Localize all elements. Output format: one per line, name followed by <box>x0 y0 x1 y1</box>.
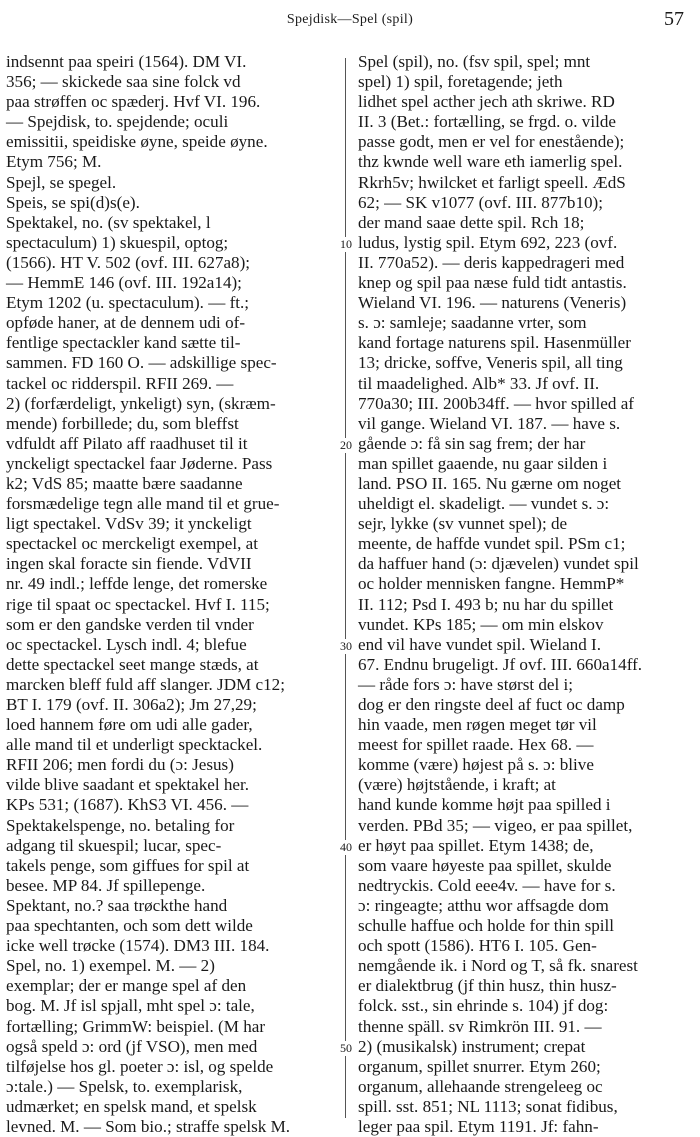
text-line: end vil have vundet spil. Wieland I. <box>358 634 602 654</box>
text-line: meente, de haffde vundet spil. PSm c1; <box>358 534 626 554</box>
text-line: fentlige spectackler kand sætte til- <box>6 333 241 353</box>
text-line: 67. Endnu brugeligt. Jf ovf. III. 660a14ff. <box>358 654 643 674</box>
right-column <box>358 52 688 1136</box>
text-line: schulle haffue och holde for thin spill <box>358 916 615 936</box>
text-line: (1566). HT V. 502 (ovf. III. 627a8); <box>6 252 251 272</box>
text-line: — råde fors ɔ: have størst del i; <box>358 674 574 694</box>
text-line: 13; dricke, soffve, Veneris spil, all ting <box>358 353 623 373</box>
line-marker: 30 <box>340 639 352 653</box>
text-line: som er den gandske verden til vnder <box>6 614 254 634</box>
column-divider <box>345 58 346 1118</box>
text-line: er dialektbrug (jf thin husz, thin husz- <box>358 976 617 996</box>
text-line: fortælling; GrimmW: beispiel. (M har <box>6 1016 266 1036</box>
text-line: land. PSO II. 165. Nu gærne om noget <box>358 473 622 493</box>
text-line: dog er den ringste deel af fuct oc damp <box>358 695 625 714</box>
text-line: folck. sst., sin ehrinde s. 104) jf dog: <box>358 996 609 1016</box>
text-line: exemplar; der er mange spel af den <box>6 976 247 996</box>
text-line: spel) 1) spil, foretagende; jeth <box>358 72 563 92</box>
page-number: 57 <box>664 8 684 30</box>
text-line: adgang til skuespil; lucar, spec- <box>6 835 222 855</box>
text-line: ɔ: ringeagte; atthu wor affsagde dom <box>358 895 609 915</box>
text-line: BT I. 179 (ovf. II. 306a2); Jm 27,29; <box>6 695 257 714</box>
text-line: 2) (forfærdeligt, ynkeligt) syn, (skræm- <box>6 393 276 413</box>
text-line: — Spejdisk, to. spejdende; oculi <box>6 112 229 132</box>
left-column <box>6 52 336 1136</box>
text-line: II. 3 (Bet.: fortælling, se frgd. o. vilde <box>358 112 616 132</box>
line-marker: 20 <box>340 438 352 452</box>
text-line: hin vaade, men røgen meget tør vil <box>358 715 597 735</box>
text-line: thz kwnde well ware eth iamerlig spel. <box>358 152 623 172</box>
text-line: ɔ:tale.) — Spelsk, to. exemplarisk, <box>6 1076 243 1096</box>
text-line: dette spectackel seet mange stæds, at <box>6 654 259 674</box>
text-line: paa strøffen oc spæderj. Hvf VI. 196. <box>6 92 261 112</box>
text-line: indsennt paa speiri (1564). DM VI. <box>6 52 247 71</box>
text-line: vdfuldt aff Pilato aff raadhuset til it <box>6 433 248 453</box>
text-line: opføde haner, at de dennem udi of- <box>6 313 246 333</box>
text-line: besee. MP 84. Jf spillepenge. <box>6 875 206 895</box>
text-line: Spektakelspenge, no. betaling for <box>6 815 235 835</box>
text-line: nedtryckis. Cold eee4v. — have for s. <box>358 875 616 895</box>
line-marker: 40 <box>340 840 352 854</box>
text-line: k2; VdS 85; maatte bære saadanne <box>6 473 243 493</box>
text-line: loed hannem føre om udi alle gader, <box>6 715 253 735</box>
text-line: mende) forbillede; du, som bleffst <box>6 413 239 433</box>
text-line: spectackel oc merckeligt exempel, at <box>6 534 259 554</box>
text-line: Spel (spil), no. (fsv spil, spel; mnt <box>358 52 591 71</box>
text-line: emissitii, speidiske øyne, speide øyne. <box>6 132 268 152</box>
line-marker: 50 <box>340 1041 352 1055</box>
text-line: oc holder mennisken fangne. HemmP* <box>358 574 625 594</box>
text-line: lidhet spel acther jech ath skriwe. RD <box>358 92 615 112</box>
text-line: ludus, lystig spil. Etym 692, 223 (ovf. <box>358 232 618 252</box>
text-line: sejr, lykke (sv vunnet spel); de <box>358 514 568 534</box>
page-header <box>0 6 700 34</box>
text-line: — HemmE 146 (ovf. III. 192a14); <box>6 273 242 293</box>
text-line: 356; — skickede saa sine folck vd <box>6 72 241 92</box>
text-line: Spektant, no.? saa trøckthe hand <box>6 895 228 915</box>
text-line: organum, allehaande strengeleeg oc <box>358 1076 603 1096</box>
text-line: hand kunde komme højt paa spilled i <box>358 795 611 815</box>
text-line: s. ɔ: samleje; saadanne vrter, som <box>358 313 587 333</box>
text-line: Spel, no. 1) exempel. M. — 2) <box>6 956 215 976</box>
text-line: Speis, se spi(d)s(e). <box>6 192 140 212</box>
text-line: spill. sst. 851; NL 1113; sonat fidibus, <box>358 1096 618 1116</box>
text-line: da haffuer hand (ɔ: djævelen) vundet spil <box>358 554 639 574</box>
text-line: marcken bleff fuld aff slanger. JDM c12; <box>6 674 285 694</box>
text-line: tilføjelse hos gl. poeter ɔ: isl, og spelde <box>6 1056 274 1076</box>
text-line: II. 770a52). — deris kappedrageri med <box>358 252 625 272</box>
text-line: passe godt, men er vel for enestående); <box>358 132 625 152</box>
text-line: bog. M. Jf isl spjall, mht spel ɔ: tale, <box>6 996 255 1016</box>
text-line: Rkrh5v; hwilcket et farligt speell. ÆdS <box>358 172 626 192</box>
text-line: meest for spillet raade. Hex 68. — <box>358 735 594 755</box>
text-line: til maadelighed. Alb* 33. Jf ovf. II. <box>358 373 600 393</box>
text-line: udmærket; en spelsk mand, et spelsk <box>6 1096 257 1116</box>
text-line: vilde blive saadant et spektakel her. <box>6 775 250 795</box>
text-line: organum, spillet snurrer. Etym 260; <box>358 1056 601 1076</box>
text-line: II. 112; Psd I. 493 b; nu har du spillet <box>358 594 614 614</box>
text-line: Etym 1202 (u. spectaculum). — ft.; <box>6 293 250 313</box>
line-marker: 10 <box>340 237 352 251</box>
text-line: och spott (1586). HT6 I. 105. Gen- <box>358 936 597 956</box>
text-line: også speld ɔ: ord (jf VSO), men med <box>6 1036 258 1056</box>
text-line: Etym 756; M. <box>6 152 102 172</box>
text-line: oc spectackel. Lysch indl. 4; blefue <box>6 634 247 654</box>
text-line: ligt spectakel. VdSv 39; it ynckeligt <box>6 514 252 534</box>
text-line: forsmædelige tegn alle mand til et grue- <box>6 494 280 514</box>
text-line: Wieland VI. 196. — naturens (Veneris) <box>358 293 627 313</box>
text-line: levned. M. — Som bio.; straffe spelsk M. <box>6 1116 291 1136</box>
text-line: alle mand til et underligt specktackel. <box>6 735 263 755</box>
text-line: nr. 49 indl.; leffde lenge, det romerske <box>6 574 268 594</box>
text-line: Spektakel, no. (sv spektakel, l <box>6 212 211 232</box>
running-title: Spejdisk—Spel (spil) <box>286 12 414 27</box>
text-line: 2) (musikalsk) instrument; crepat <box>358 1036 586 1056</box>
text-line: knep og spil paa næse fuld tidt antastis. <box>358 273 627 293</box>
text-line: gående ɔ: få sin sag frem; der har <box>358 433 586 453</box>
text-line: tackel oc ridderspil. RFII 269. — <box>6 373 234 393</box>
text-line: (være) højtstående, i kraft; at <box>358 775 556 795</box>
text-line: ynckeligt spectackel faar Jøderne. Pass <box>6 453 273 473</box>
text-line: leger paa spil. Etym 1191. Jf: fahn- <box>358 1116 599 1136</box>
text-line: kand fortage naturens spil. Hasenmüller <box>358 333 631 353</box>
text-line: vil gange. Wieland VI. 187. — have s. <box>358 413 621 433</box>
text-line: spectaculum) 1) skuespil, optog; <box>6 232 229 252</box>
text-line: paa spechtanten, och som dett wilde <box>6 916 253 936</box>
text-line: man spillet gaaende, nu gaar silden i <box>358 453 608 473</box>
text-line: ingen skal foracte sin fiende. VdVII <box>6 554 252 574</box>
text-line: er høyt paa spillet. Etym 1438; de, <box>358 835 594 855</box>
text-line: vundet. KPs 185; — om min elskov <box>358 614 604 634</box>
text-line: Spejl, se spegel. <box>6 172 117 192</box>
text-line: KPs 531; (1687). KhS3 VI. 456. — <box>6 795 249 815</box>
text-line: som vaare høyeste paa spillet, skulde <box>358 855 612 875</box>
text-line: nemgående ik. i Nord og T, så fk. snarest <box>358 956 638 976</box>
text-line: 770a30; III. 200b34ff. — hvor spilled af <box>358 393 634 413</box>
text-line: icke well trøcke (1574). DM3 III. 184. <box>6 936 270 956</box>
text-line: verden. PBd 35; — vigeo, er paa spillet, <box>358 815 633 835</box>
text-line: RFII 206; men fordi du (ɔ: Jesus) <box>6 755 234 775</box>
text-line: der mand saae dette spil. Rch 18; <box>358 212 585 232</box>
text-line: uheldigt el. skadeligt. — vundet s. ɔ: <box>358 494 610 514</box>
text-line: thenne späll. sv Rimkrön III. 91. — <box>358 1016 602 1036</box>
text-line: 62; — SK v1077 (ovf. III. 877b10); <box>358 192 603 212</box>
text-line: sammen. FD 160 O. — adskillige spec- <box>6 353 277 373</box>
text-line: komme (være) højest på s. ɔ: blive <box>358 755 594 775</box>
text-line: takels penge, som giffues for spil at <box>6 855 250 875</box>
text-line: rige til spaat oc spectackel. Hvf I. 115; <box>6 594 270 614</box>
